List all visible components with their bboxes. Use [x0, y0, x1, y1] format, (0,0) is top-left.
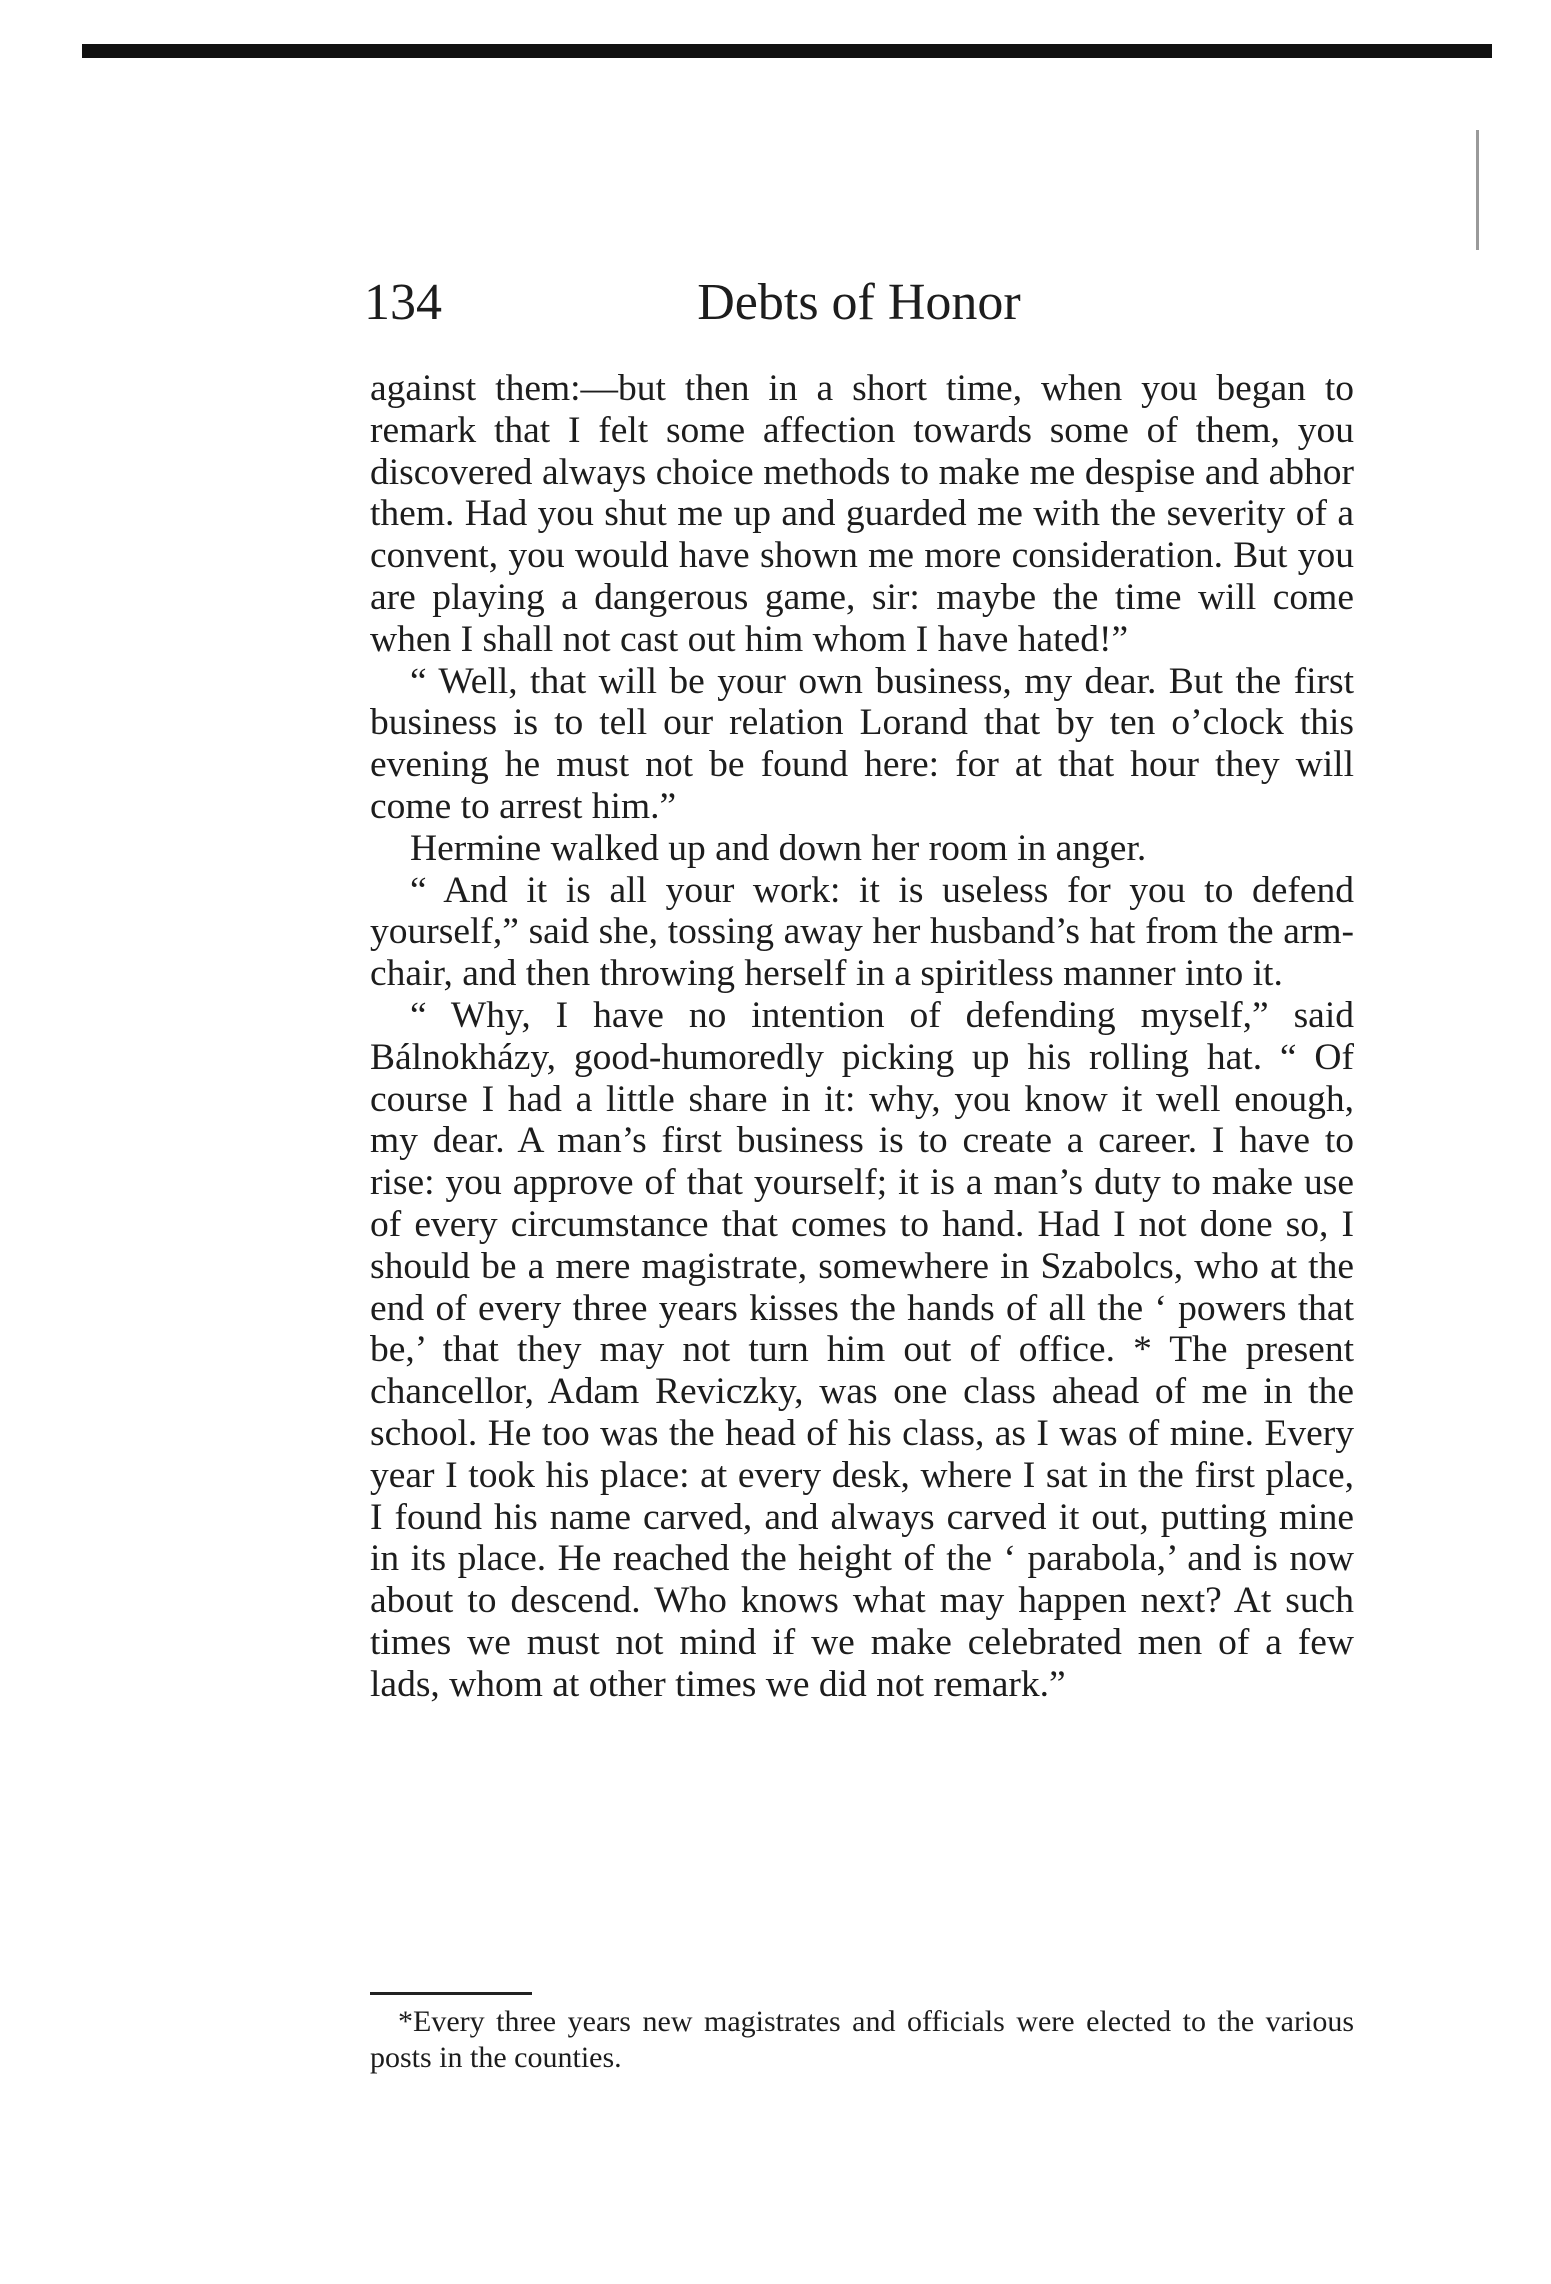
running-title: Debts of Honor — [697, 274, 1021, 331]
page-number: 134 — [364, 274, 442, 331]
paragraph: “ Why, I have no intention of defending myself,” said Bálnokházy, good-humoredly picking up his rolling hat. “ Of course I had a little share in it: why, you know it well enough, my dear. A man’s first business is to create a career. I have to rise: you approve of that yourself; it is a man’s duty to make use of every circumstance that comes to hand. Had I not done so, I should be a mere magistrate, somewhere in Szabolcs, who at the end of every three years kisses the hands of all the ‘ powers that be,’ that they may not turn him out of office. * The present chancellor, Adam Reviczky, was one class ahead of me in the school. He too was the head of his class, as I was of mine. Every year I took his place: at every desk, where I sat in the first place, I found his name carved, and always carved it out, putting mine in its place. He reached the height of the ‘ parabola,’ and is now about to descend. Who knows what may happen next? At such times we must not mind if we make celebrated men of a few lads, whom at other times we did not remark.” — [370, 994, 1354, 1705]
paragraph: “ And it is all your work: it is useless for you to defend yourself,” said she, tossing away her husband’s hat from the arm-chair, and then throwing herself in a spiritless manner into it. — [370, 869, 1354, 995]
paragraph: Hermine walked up and down her room in anger. — [410, 827, 1147, 869]
top-border-rule — [82, 44, 1492, 58]
footnote-rule — [370, 1992, 532, 1995]
footnote: *Every three years new magistrates and officials were elected to the various posts in the counties. — [370, 2005, 1354, 2074]
paragraph: “ Well, that will be your own business, my dear. But the first business is to tell our relation Lorand that by ten o’clock this evening he must not be found here: for at that hour they will come to arrest him.” — [370, 660, 1354, 827]
running-head — [364, 268, 1354, 338]
paragraph: against them:—but then in a short time, when you began to remark that I felt some affection towards some of them, you discovered always choice methods to make me despise and abhor them. Had you shut me up and guarded me with the severity of a convent, you would have shown me more consideration. But you are playing a dangerous game, sir: maybe the time will come when I shall not cast out him whom I have hated!” — [370, 368, 1354, 660]
body-text — [370, 368, 1354, 1706]
margin-speck — [1476, 130, 1479, 250]
